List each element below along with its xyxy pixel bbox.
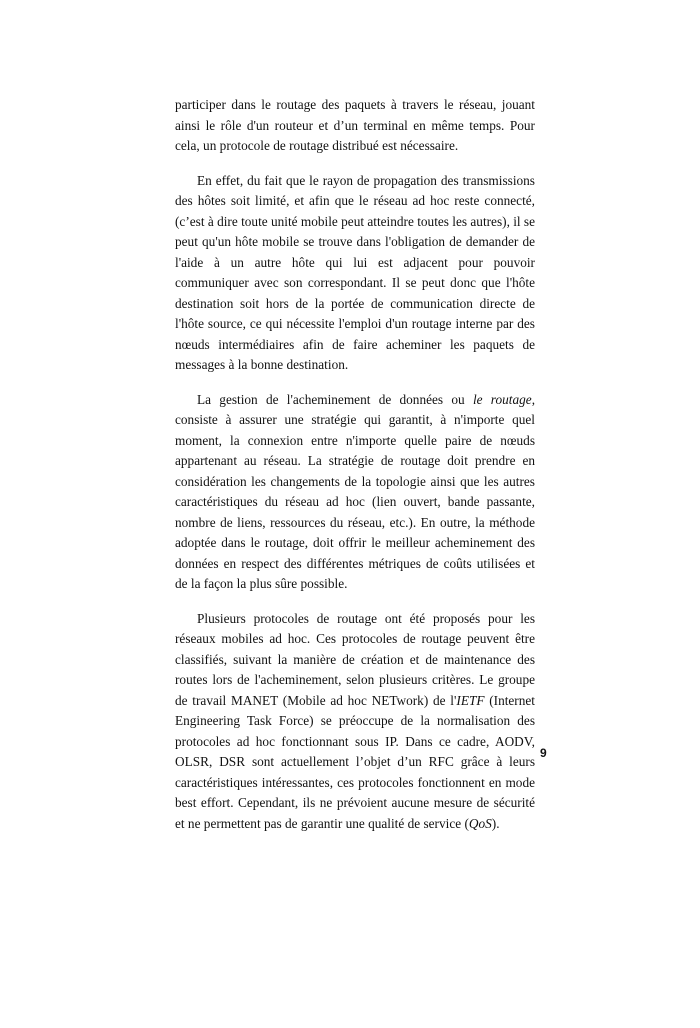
paragraph-4-emphasis-qos: QoS — [468, 815, 492, 831]
paragraph-4-text-middle: (Internet Engineering Task Force) se préoccupe de la normalisation des protocoles ad hoc fonctionnant sous IP. Dans ce cadre, AODV, OLSR, DSR sont actuellement l’objet d’un RFC grâce à leurs caractéristiques intéressantes, ces protocoles fonctionnent en mode best effort. Cependant, ils ne prévoient aucune mesure de sécurité et ne permettent pas de garantir une qualité de service ( — [175, 692, 535, 831]
paragraph-2-text: En effet, du fait que le rayon de propagation des transmissions des hôtes soit limité, et afin que le réseau ad hoc reste connecté, (c’est à dire toute unité mobile peut atteindre toutes les autres), il se peut qu'un hôte mobile se trouve dans l'obligation de demander de l'aide à un autre hôte qui lui est adjacent pour pouvoir communiquer avec son correspondant. Il se peut donc que l'hôte destination soit hors de la portée de communication directe de l'hôte source, ce qui nécessite l'emploi d'un routage interne par des nœuds intermédiaires afin de faire acheminer les paquets de messages à la bonne destination. — [175, 172, 536, 372]
paragraph-1-text: participer dans le routage des paquets à travers le réseau, jouant ainsi le rôle d'un routeur et d’un terminal en même temps. Pour cela, un protocole de routage distribué est nécessaire. — [175, 97, 535, 153]
paragraph-3-text-start: La gestion de l'acheminement de données ou — [197, 391, 473, 407]
paragraph-4-text-start: Plusieurs protocoles de routage ont été proposés pour les réseaux mobiles ad hoc. Ces protocoles de routage peuvent être classifiés, suivant la manière de création et de maintenance des routes lors de l'acheminement, selon plusieurs critères. Le groupe de travail MANET (Mobile ad hoc NETwork) de l' — [175, 610, 535, 708]
body-text — [175, 95, 535, 834]
paragraph-2 — [175, 171, 535, 376]
paragraph-3-emphasis: le routage — [472, 391, 532, 407]
paragraph-3 — [175, 390, 535, 595]
paragraph-1 — [175, 95, 535, 157]
paragraph-3-text-end: , consiste à assurer une stratégie qui garantit, à n'importe quel moment, la connexion entre n'importe quelle paire de nœuds appartenant au réseau. La stratégie de routage doit prendre en considération les changements de la topologie ainsi que les autres caractéristiques du réseau ad hoc (lien ouvert, bande passante, nombre de liens, ressources du réseau, etc.). En outre, la méthode adoptée dans le routage, doit offrir le meilleur acheminement des données en respect des différentes métriques de coûts utilisées et de la façon la plus sûre possible. — [175, 391, 536, 591]
paragraph-4 — [175, 609, 535, 835]
paragraph-4-text-end: ). — [491, 815, 500, 831]
paragraph-4-emphasis-ietf: IETF — [456, 692, 485, 708]
page-number: 9 — [540, 746, 547, 760]
